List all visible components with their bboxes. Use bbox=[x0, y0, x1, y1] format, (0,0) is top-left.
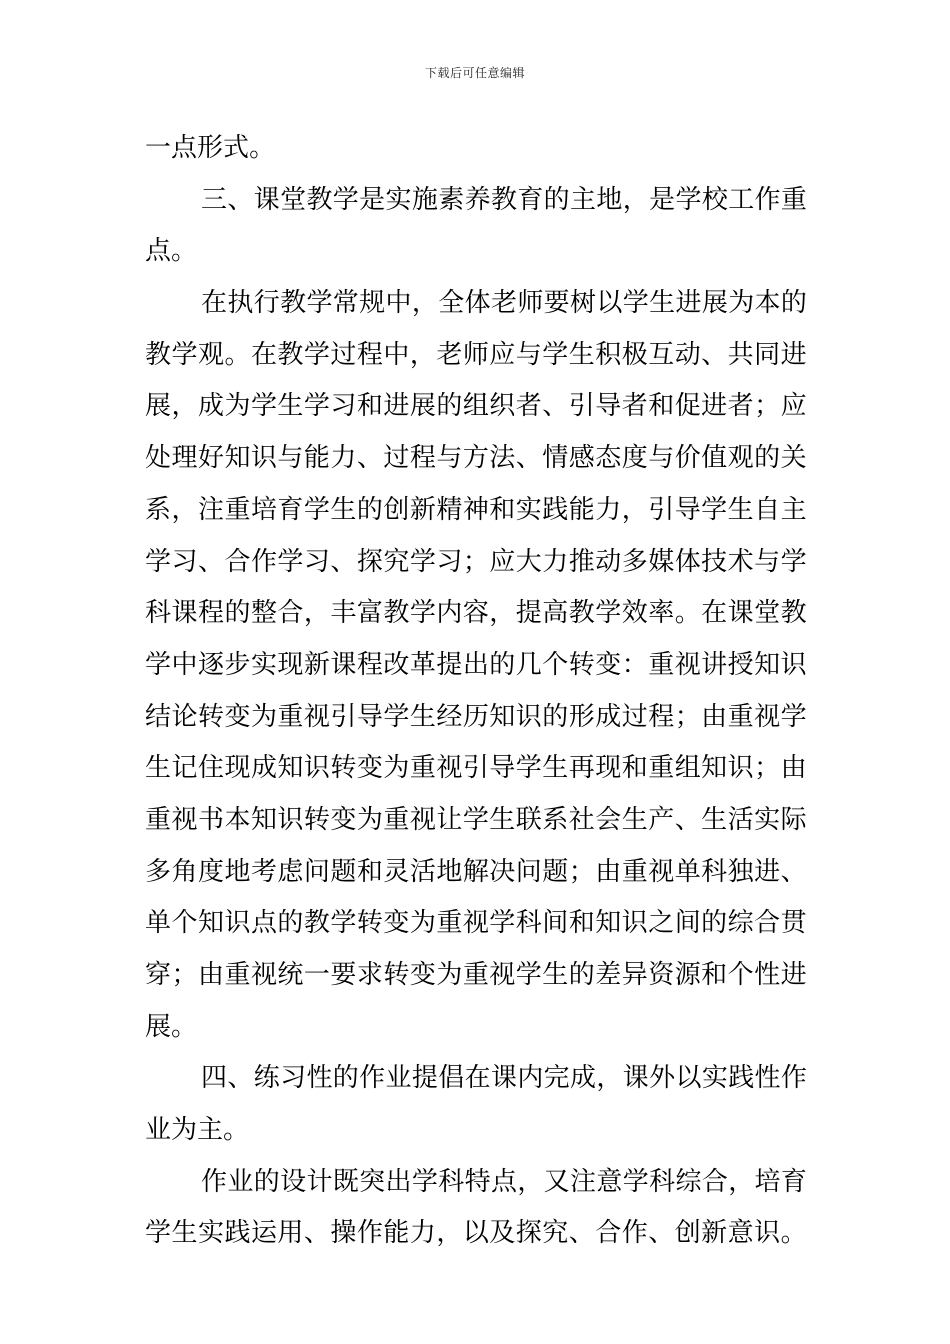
text-line: 重 视 书 本 知 识 转 变 为 重 视 让 学 生 联 系 社 会 生 产 、 生 活 实 际 bbox=[145, 804, 807, 835]
text-line: 业 为 主 。 bbox=[145, 1115, 250, 1146]
text-line: 一 点 形 式 。 bbox=[145, 133, 276, 163]
text-line: 学 中 逐 步 实 现 新 课 程 改 革 提 出 的 几 个 转 变 ： 重 视 讲 授 知 识 bbox=[145, 649, 807, 680]
text-line: 作 业 的 设 计 既 突 出 学 科 特 点 ， 又 注 意 学 科 综 合 ， 培 育 bbox=[201, 1166, 807, 1197]
text-line: 点 。 bbox=[145, 236, 198, 267]
text-line: 生 记 住 现 成 知 识 转 变 为 重 视 引 导 学 生 再 现 和 重 组 知 识 ； 由 bbox=[145, 753, 807, 784]
text-line: 教 学 观 。 在 教 学 过 程 中 ， 老 师 应 与 学 生 积 极 互 动 、 共 同 进 bbox=[145, 339, 807, 370]
text-line: 单 个 知 识 点 的 教 学 转 变 为 重 视 学 科 间 和 知 识 之 间 的 综 合 贯 bbox=[145, 908, 807, 939]
text-line: 多 角 度 地 考 虑 问 题 和 灵 活 地 解 决 问 题 ； 由 重 视 单 科 独 进 、 bbox=[145, 856, 807, 887]
text-line: 展 ， 成 为 学 生 学 习 和 进 展 的 组 织 者 、 引 导 者 和 促 进 者 ； 应 bbox=[145, 391, 807, 422]
text-line: 展 。 bbox=[145, 1011, 198, 1042]
text-line: 学 生 实 践 运 用 、 操 作 能 力 ， 以 及 探 究 、 合 作 、 创 新 意 识 。 bbox=[145, 1218, 807, 1249]
text-line: 四 、 练 习 性 的 作 业 提 倡 在 课 内 完 成 ， 课 外 以 实 践 性 作 bbox=[201, 1063, 807, 1094]
text-line: 结 论 转 变 为 重 视 引 导 学 生 经 历 知 识 的 形 成 过 程 ； 由 重 视 学 bbox=[145, 701, 807, 732]
text-line: 穿 ； 由 重 视 统 一 要 求 转 变 为 重 视 学 生 的 差 异 资 源 和 个 性 进 bbox=[145, 960, 807, 990]
document-body bbox=[145, 123, 807, 1260]
text-line: 系 ， 注 重 培 育 学 生 的 创 新 精 神 和 实 践 能 力 ， 引 导 学 生 自 主 bbox=[145, 494, 807, 525]
text-line: 科 课 程 的 整 合 ， 丰 富 教 学 内 容 ， 提 高 教 学 效 率 。 在 课 堂 教 bbox=[145, 598, 807, 629]
text-line: 在 执 行 教 学 常 规 中 ， 全 体 老 师 要 树 以 学 生 进 展 为 本 的 bbox=[201, 288, 807, 319]
text-line: 学 习 、 合 作 学 习 、 探 究 学 习 ； 应 大 力 推 动 多 媒 体 技 术 与 学 bbox=[145, 546, 807, 577]
page-header: 下载后可任意编辑 bbox=[424, 66, 525, 80]
text-line: 三 、 课 堂 教 学 是 实 施 素 养 教 育 的 主 地 ， 是 学 校 工 作 重 bbox=[201, 184, 807, 215]
text-line: 处 理 好 知 识 与 能 力 、 过 程 与 方 法 、 情 感 态 度 与 价 值 观 的 关 bbox=[145, 443, 807, 474]
